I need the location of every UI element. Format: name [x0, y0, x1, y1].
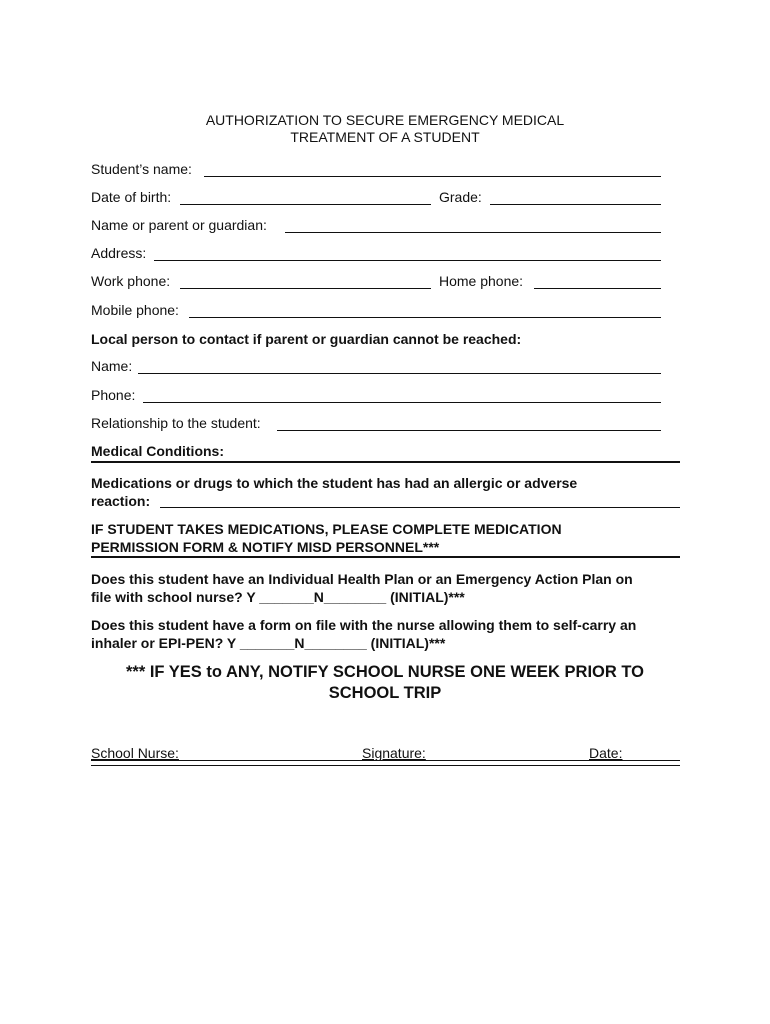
medication-notice [91, 520, 683, 556]
medication-notice-rule [91, 556, 680, 558]
phone-row [91, 273, 661, 290]
address-row [91, 245, 661, 262]
contact-phone-row [91, 387, 661, 404]
local-contact-heading: Local person to contact if parent or guardian cannot be reached: [91, 331, 522, 347]
medical-conditions-heading: Medical Conditions: [91, 443, 224, 459]
dob-field[interactable] [180, 204, 431, 205]
medications-question [91, 474, 683, 510]
medications-line-2-row [91, 492, 683, 510]
mobile-phone-field[interactable] [189, 317, 661, 318]
school-nurse-label: School Nurse: [91, 745, 179, 761]
health-plan-line-2[interactable]: file with school nurse? Y _______N________ (INITIAL)*** [91, 589, 465, 605]
work-phone-field[interactable] [180, 288, 431, 289]
contact-name-label: Name: [91, 358, 133, 374]
title-line-1: AUTHORIZATION TO SECURE EMERGENCY MEDICAL [205, 112, 565, 128]
student-name-field[interactable] [204, 176, 661, 177]
dob-grade-row [91, 189, 661, 206]
contact-name-row [91, 358, 661, 375]
mobile-phone-row [91, 302, 661, 319]
home-phone-field[interactable] [534, 288, 661, 289]
student-name-label: Student’s name: [91, 161, 192, 177]
relationship-label: Relationship to the student: [91, 415, 261, 431]
signature-label: Signature: [362, 745, 426, 761]
grade-field[interactable] [490, 204, 661, 205]
school-trip-notice-line-2: SCHOOL TRIP [328, 684, 442, 702]
health-plan-question [91, 570, 683, 606]
relationship-row [91, 415, 661, 432]
signature-double-rule [91, 760, 680, 766]
dob-label: Date of birth: [91, 189, 172, 205]
student-name-row [91, 161, 661, 178]
form-title [0, 112, 770, 146]
medical-conditions-rule [91, 461, 680, 463]
title-line-2: TREATMENT OF A STUDENT [290, 129, 480, 145]
relationship-field[interactable] [277, 430, 661, 431]
inhaler-question [91, 616, 683, 652]
grade-label: Grade: [439, 189, 482, 205]
contact-phone-label: Phone: [91, 387, 136, 403]
school-trip-notice [0, 662, 770, 704]
parent-name-label: Name or parent or guardian: [91, 217, 267, 233]
medication-notice-line-1: IF STUDENT TAKES MEDICATIONS, PLEASE COMPLETE MEDICATION [91, 521, 562, 537]
parent-name-field[interactable] [285, 232, 661, 233]
mobile-phone-label: Mobile phone: [91, 302, 179, 318]
work-phone-label: Work phone: [91, 273, 171, 289]
address-field[interactable] [154, 260, 661, 261]
medications-line-1: Medications or drugs to which the student has had an allergic or adverse [91, 475, 578, 491]
contact-phone-field[interactable] [143, 402, 661, 403]
medications-line-2: reaction: [91, 493, 151, 509]
date-label: Date: [589, 745, 623, 761]
home-phone-label: Home phone: [439, 273, 524, 289]
inhaler-line-2[interactable]: inhaler or EPI-PEN? Y _______N________ (INITIAL)*** [91, 635, 446, 651]
address-label: Address: [91, 245, 147, 261]
medications-field[interactable] [160, 507, 680, 508]
health-plan-line-1: Does this student have an Individual Health Plan or an Emergency Action Plan on [91, 571, 633, 587]
medication-notice-line-2: PERMISSION FORM & NOTIFY MISD PERSONNEL*** [91, 539, 440, 555]
school-trip-notice-line-1: *** IF YES to ANY, NOTIFY SCHOOL NURSE ONE WEEK PRIOR TO [126, 663, 644, 681]
parent-name-row [91, 217, 661, 234]
contact-name-field[interactable] [138, 373, 661, 374]
inhaler-line-1: Does this student have a form on file with the nurse allowing them to self-carry an [91, 617, 637, 633]
